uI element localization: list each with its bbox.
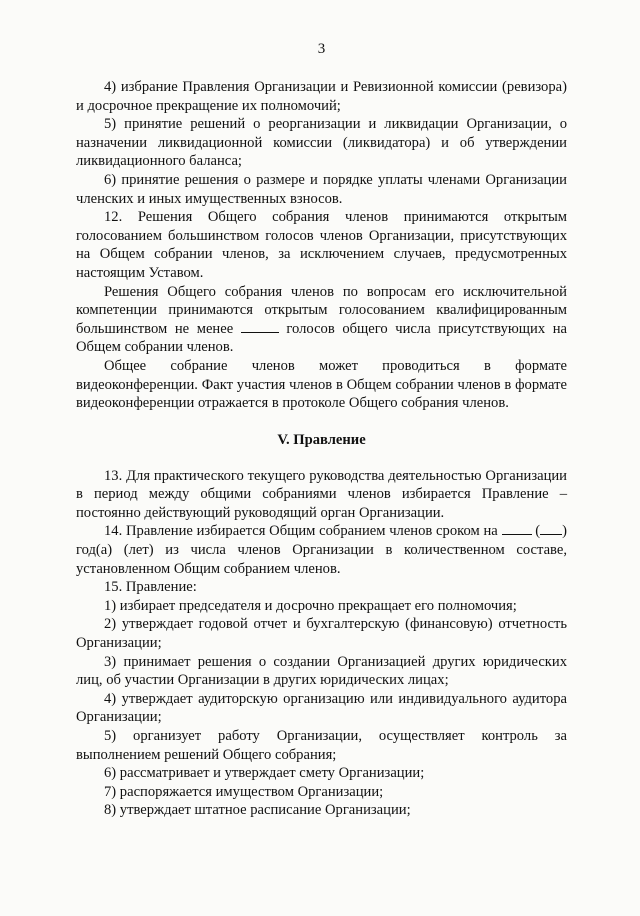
- paragraph-item-4: 4) избрание Правления Организации и Ревизионной комиссии (ревизора) и досрочное прекращение их полномочий;: [76, 79, 567, 114]
- blank-field-term-number: [502, 522, 532, 535]
- list-item: 7) распоряжается имуществом Организации;: [104, 783, 384, 800]
- list-item: 4) утверждает аудиторскую организацию или индивидуального аудитора Организации;: [76, 690, 567, 726]
- paragraph-clause-14: [76, 522, 567, 578]
- clause-14-paren-open: (: [531, 523, 541, 540]
- blank-field-term-words: [540, 522, 562, 535]
- paragraph-item-5: 5) принятие решений о реорганизации и ликвидации Организации, о назначении ликвидационной комиссии (ликвидатора) и об утверждении ликвидационного баланса;: [76, 116, 567, 170]
- paragraph-item-6: 6) принятие решения о размере и порядке уплаты членами Организации членских и иных имущественных взносов.: [76, 171, 567, 207]
- page-number: 3: [317, 41, 326, 57]
- blank-field-quorum: [241, 320, 279, 333]
- list-item: 8) утверждает штатное расписание Организации;: [104, 802, 411, 819]
- clause-14-paren-close: ): [562, 523, 567, 540]
- quorum-text-before: Решения Общего собрания членов по вопросам его исключительной компетенции принимаются открытым голосованием квалифицированным большинством не менее: [76, 283, 567, 337]
- clause-14-text-before: 14. Правление избирается Общим собранием членов сроком на: [104, 523, 502, 540]
- quorum-text-after: голосов общего числа присутствующих на Общем собрании членов.: [76, 320, 568, 356]
- list-item: 6) рассматривает и утверждает смету Организации;: [104, 765, 425, 782]
- paragraph-clause-13: 13. Для практического текущего руководства деятельностью Организации в период между общими собраниями членов избирается Правление – постоянно действующий руководящий орган Организации.: [76, 467, 567, 521]
- list-item: 5) организует работу Организации, осуществляет контроль за выполнением решений Общего собрания;: [76, 728, 567, 763]
- paragraph-quorum: [76, 283, 567, 357]
- list-item: 2) утверждает годовой отчет и бухгалтерскую (финансовую) отчетность Организации;: [76, 616, 567, 652]
- paragraph-clause-12: 12. Решения Общего собрания членов принимаются открытым голосованием большинством голосов членов Организации, присутствующих на Общем собрании членов, за исключением случаев, предусмотренных настоящим Уставом.: [76, 209, 567, 281]
- list-item: 3) принимает решения о создании Организацией других юридических лиц, об участии Организации в других юридических лицах;: [76, 653, 567, 689]
- list-item: 1) избирает председателя и досрочно прекращает его полномочия;: [104, 597, 517, 614]
- clause-14-text-after: год(а) (лет) из числа членов Организации в количественном составе, установленном Общим собранием членов.: [76, 542, 567, 577]
- paragraph-videoconference: Общее собрание членов может проводиться в формате видеоконференции. Факт участия членов в Общем собрании членов в формате видеоконференции отражается в протоколе Общего собрания членов.: [76, 357, 567, 412]
- section-heading: V. Правление: [277, 431, 366, 448]
- paragraph-clause-15-title: 15. Правление:: [104, 579, 197, 596]
